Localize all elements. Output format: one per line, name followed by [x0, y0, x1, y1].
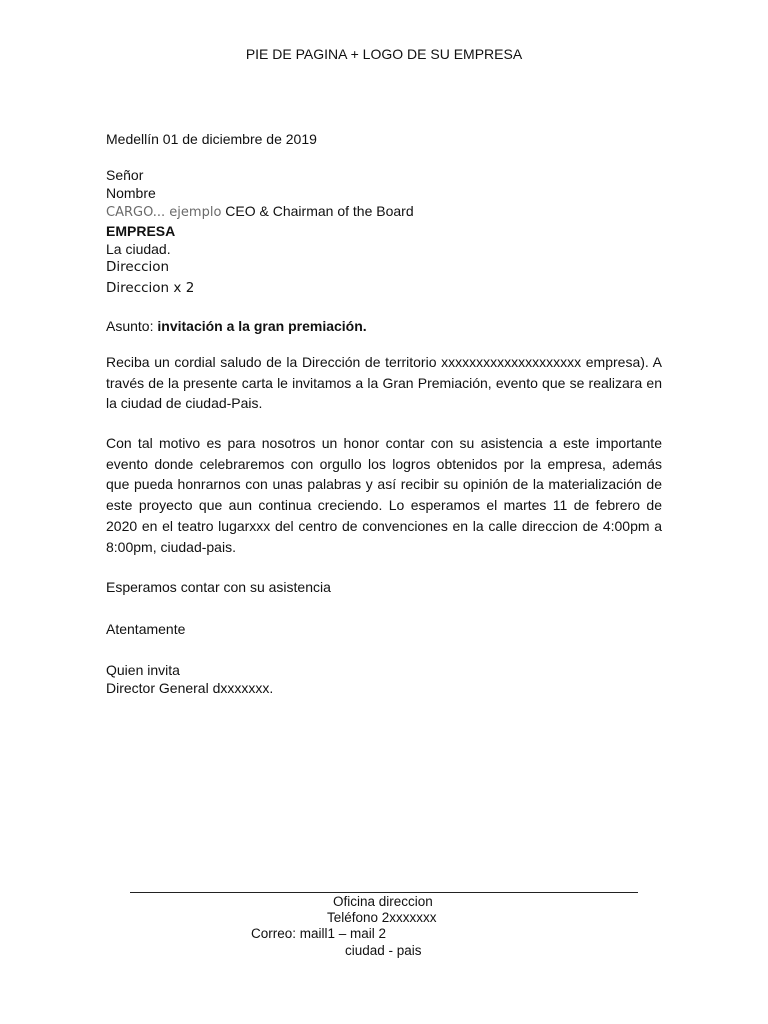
paragraph-1: Reciba un cordial saludo de la Dirección de territorio xxxxxxxxxxxxxxxxxxxx empresa). A través de la presente carta le invitamos a la Gran Premiación, evento que se realizara en la ciudad de ciudad-Pais.: [106, 354, 662, 412]
subject-row: [106, 317, 662, 335]
recipient-address1: Direccion: [106, 259, 170, 275]
recipient-company: EMPRESA: [106, 223, 176, 239]
recipient-cargo: [106, 202, 662, 222]
header-title: PIE DE PAGINA + LOGO DE SU EMPRESA: [245, 46, 523, 62]
recipient-name: Nombre: [106, 185, 156, 201]
footer-location: ciudad - pais: [345, 943, 422, 958]
address-block: [106, 257, 662, 299]
footer-phone: Teléfono 2xxxxxxx: [327, 910, 437, 925]
subject-line: [106, 317, 662, 335]
recipient-city: La ciudad.: [106, 241, 171, 257]
footer-divider: [130, 892, 638, 893]
subject-text: invitación a la gran premiación.: [157, 318, 367, 334]
signature-block: [106, 661, 662, 697]
subject-label: Asunto:: [106, 318, 154, 334]
cargo-title: CEO & Chairman of the Board: [225, 203, 414, 219]
date-text: Medellín 01 de diciembre de 2019: [106, 131, 317, 147]
recipient-address2: Direccion x 2: [106, 280, 195, 296]
farewell-text: Atentamente: [106, 621, 186, 637]
date-line: [106, 130, 662, 148]
signer-name: Quien invita: [106, 662, 180, 678]
footer-office: Oficina direccion: [333, 894, 433, 909]
cargo-prefix: CARGO... ejemplo: [106, 205, 222, 220]
closing-text: Esperamos contar con su asistencia: [106, 579, 331, 595]
signer-title: Director General dxxxxxxx.: [106, 680, 274, 696]
footer-email: Correo: maill1 – mail 2: [251, 926, 387, 941]
recipient-salutation: Señor: [106, 167, 144, 183]
closing-line: [106, 578, 662, 596]
paragraph-2: Con tal motivo es para nosotros un honor contar con su asistencia a este importante evento donde celebraremos con orgullo los logros obtenidos por la empresa, además que pueda honrarnos con unas palabras y así recibir su opinión de la materialización de este proyecto que aun continua creciendo. Lo esperamos el martes 11 de febrero de 2020 en el teatro lugarxxx del centro de convenciones en la calle direccion de 4:00pm a 8:00pm, ciudad-pais.: [106, 435, 662, 555]
farewell: [106, 620, 662, 638]
recipient-block: [106, 166, 662, 258]
